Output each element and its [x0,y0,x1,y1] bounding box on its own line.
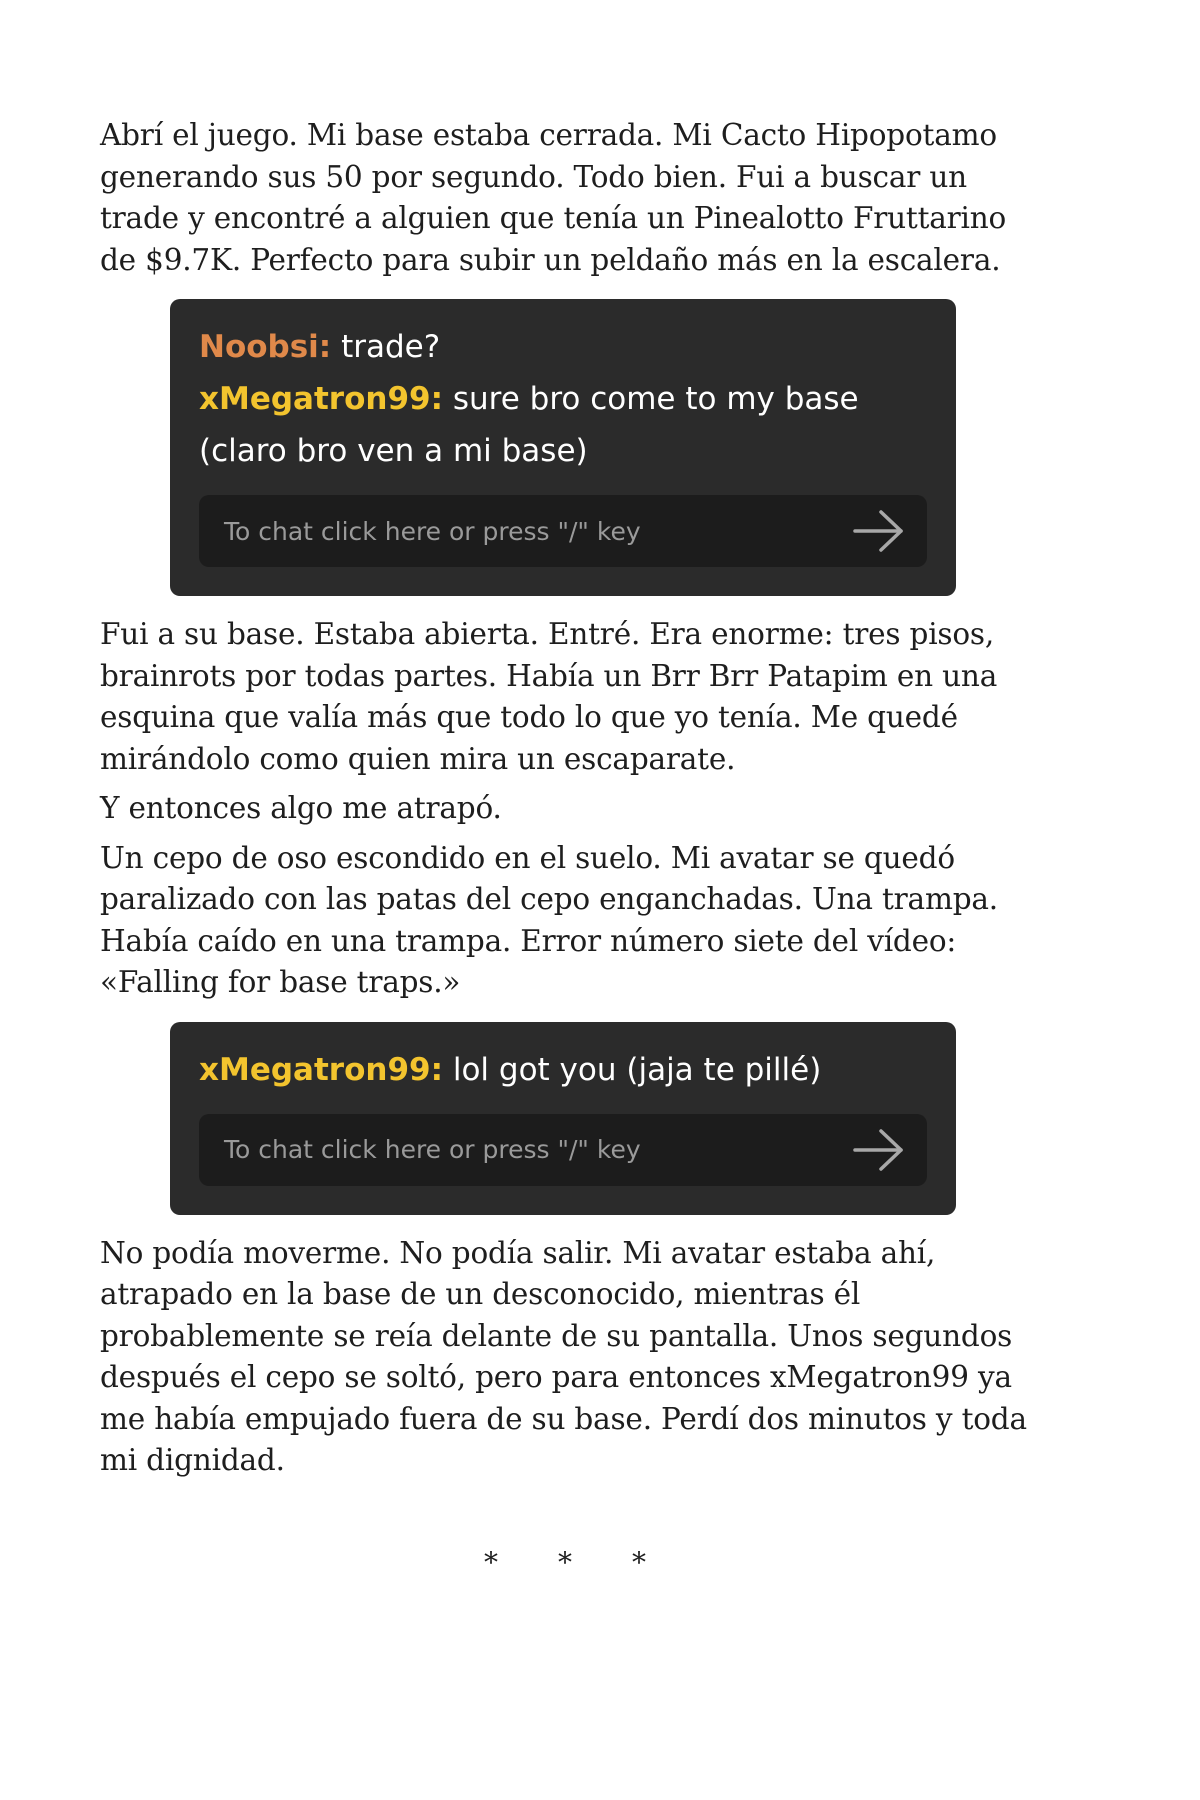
chat-message-text: lol got you (jaja te pillé) [443,1051,822,1088]
section-separator [100,1546,1030,1579]
chat-message [199,321,927,373]
chat-input-placeholder: To chat click here or press "/" key [224,1135,641,1164]
chat-input-placeholder: To chat click here or press "/" key [224,516,641,546]
paragraph-1: Abrí el juego. Mi base estaba cerrada. Mi Cacto Hipopotamo generando sus 50 por segundo. Todo bien. Fui a buscar un trade y encontré a alguien que tenía un Pinealotto Fruttarino de $9.7K. Perfecto para subir un peldaño más en la escalera. [100,118,1007,277]
chat-message-text: sure bro come to my base (claro bro ven a mi base) [199,381,859,469]
paragraph-5: No podía moverme. No podía salir. Mi avatar estaba ahí, atrapado en la base de un desconocido, mientras él probablemente se reía delante de su pantalla. Unos segundos después el cepo se soltó, pero para entonces xMegatron99 ya me había empujado fuera de su base. Perdí dos minutos y toda mi dignidad. [100,1235,1027,1477]
chat-message [199,373,927,477]
paragraph-3: Y entonces algo me atrapó. [100,791,502,825]
chat-username: xMegatron99: [199,1051,443,1088]
chat-input-field[interactable] [199,495,927,567]
separator-asterisk: * [484,1545,498,1579]
chat-username: xMegatron99: [199,381,443,417]
chat-window-2 [170,1022,956,1215]
separator-asterisk: * [558,1545,572,1579]
chat-window-1 [170,299,956,596]
document-page [100,115,1030,1579]
separator-asterisk: * [632,1545,646,1579]
chat-username: Noobsi: [199,329,332,365]
arrow-right-icon[interactable] [851,1127,907,1173]
chat-input-field[interactable] [199,1114,927,1186]
paragraph-4: Un cepo de oso escondido en el suelo. Mi avatar se quedó paralizado con las patas del cepo enganchadas. Una trampa. Había caído en una trampa. Error número siete del vídeo: «Falling for base traps.» [100,840,998,999]
chat-message-text: trade? [331,329,441,365]
chat-message [199,1044,927,1096]
arrow-right-icon[interactable] [851,508,907,554]
paragraph-2: Fui a su base. Estaba abierta. Entré. Era enorme: tres pisos, brainrots por todas partes. Había un Brr Brr Patapim en una esquina que valía más que todo lo que yo tenía. Me quedé mirándolo como quien mira un escaparate. [100,617,998,776]
